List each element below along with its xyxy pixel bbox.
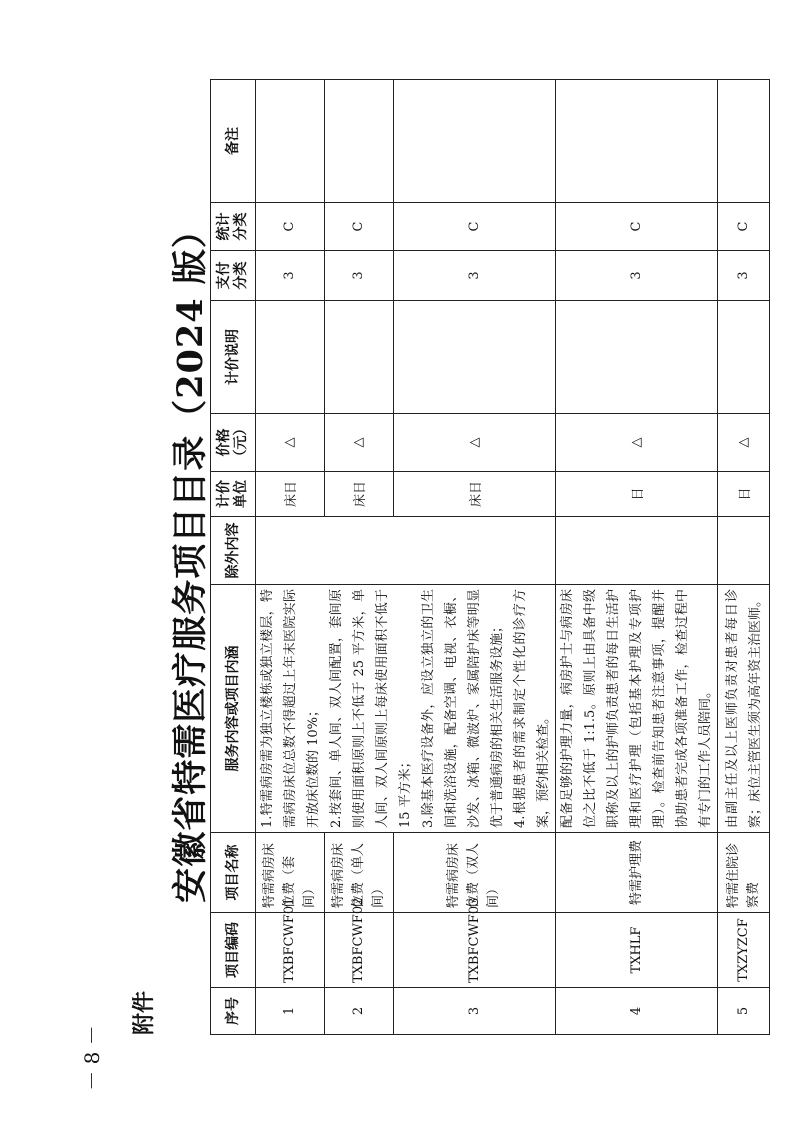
header-pricing-note: 计价说明: [211, 301, 256, 414]
cell-payment: 3: [393, 251, 555, 301]
cell-payment: 3: [556, 251, 718, 301]
cell-unit: 日: [718, 472, 770, 517]
cell-unit: 床日: [256, 472, 325, 517]
cell-price: △: [393, 414, 555, 472]
cell-payment: 3: [718, 251, 770, 301]
table-row: [718, 80, 770, 1035]
cell-code: TXBFCWF03: [393, 913, 555, 988]
cell-stat: C: [718, 203, 770, 251]
cell-price: △: [718, 414, 770, 472]
cell-remark: [256, 80, 325, 203]
cell-code: TXZYZCF: [718, 913, 770, 988]
cell-remark: [556, 80, 718, 203]
header-stat: 统计 分类: [211, 203, 256, 251]
cell-seq: 4: [556, 988, 718, 1035]
cell-name: 特需住院诊察费: [718, 833, 770, 913]
cell-payment: 3: [256, 251, 325, 301]
cell-code: TXBFCWF01: [256, 913, 325, 988]
cell-code: TXHLF: [556, 913, 718, 988]
cell-content: 配备足够的护理力量，病房护士与病房床位之比不低于 1:1.5。原则上由具备中级职称及以上的护师负责患者的每日生活护理和医疗护理（包括基本护理及专项护理）。检查前告知患者注意事项，提醒并协助患者完成各项准备工作，检查过程中有专门的工作人员陪同。: [556, 585, 718, 833]
cell-content: 由副主任及以上医师负责对患者每日诊察；床位主管医生须为高年资主治医师。: [718, 585, 770, 833]
cell-seq: 5: [718, 988, 770, 1035]
cell-name: 特需病房床位费（套间）: [256, 833, 325, 913]
cell-pricing-note: [256, 301, 325, 414]
attachment-label: 附件: [132, 990, 157, 1035]
page-number: － 8 －: [79, 1025, 104, 1091]
cell-seq: 3: [393, 988, 555, 1035]
header-seq: 序号: [211, 988, 256, 1035]
header-code: 项目编码: [211, 913, 256, 988]
header-price: 价格 （元）: [211, 414, 256, 472]
header-unit: 计价 单位: [211, 472, 256, 517]
service-items-table: [210, 79, 770, 1035]
cell-unit: 床日: [324, 472, 393, 517]
document-title: 安徽省特需医疗服务项目目录（2024 版）: [170, 212, 211, 903]
cell-exclusion: [256, 517, 556, 585]
cell-price: △: [556, 414, 718, 472]
cell-seq: 1: [256, 988, 325, 1035]
cell-remark: [718, 80, 770, 203]
cell-stat: C: [393, 203, 555, 251]
cell-stat: C: [256, 203, 325, 251]
header-name: 项目名称: [211, 833, 256, 913]
table-header-row: [211, 80, 256, 1035]
cell-pricing-note: [718, 301, 770, 414]
cell-name: 特需护理费: [556, 833, 718, 913]
header-content: 服务内容或项目内涵: [211, 585, 256, 833]
cell-exclusion: [718, 517, 770, 585]
cell-unit: 日: [556, 472, 718, 517]
cell-price: △: [324, 414, 393, 472]
rotated-page-content: [130, 80, 763, 1035]
cell-code: TXBFCWF02: [324, 913, 393, 988]
cell-pricing-note: [324, 301, 393, 414]
cell-pricing-note: [556, 301, 718, 414]
header-payment: 支付 分类: [211, 251, 256, 301]
cell-unit: 床日: [393, 472, 555, 517]
cell-name: 特需病房床位费（单人间）: [324, 833, 393, 913]
cell-stat: C: [324, 203, 393, 251]
cell-name: 特需病房床位费（双人间）: [393, 833, 555, 913]
cell-remark: [324, 80, 393, 203]
table-row: [256, 80, 325, 1035]
cell-content: 1.特需病房需为独立楼栋或独立楼层，特需病房床位总数不得超过上年末医院实际开放床位数的 10%； 2.按套间、单人间、双人间配置，套间原则使用面积原则上不低于 25 平方米，单人间、双人间原则上每床使用面积不低于 15 平方米； 3.除基本医疗设备外，应设立独立的卫生间和洗浴设施，配备空调、电视、衣橱、沙发、冰箱、微波炉、家属陪护床等明显优于普通病房的相关生活服务设施； 4.根据患者的需求制定个性化的诊疗方案，预约相关检查。: [256, 585, 556, 833]
cell-exclusion: [556, 517, 718, 585]
cell-price: △: [256, 414, 325, 472]
cell-payment: 3: [324, 251, 393, 301]
cell-remark: [393, 80, 555, 203]
header-remark: 备注: [211, 80, 256, 203]
cell-stat: C: [556, 203, 718, 251]
cell-pricing-note: [393, 301, 555, 414]
cell-seq: 2: [324, 988, 393, 1035]
header-exclusion: 除外内容: [211, 517, 256, 585]
table-row: [556, 80, 718, 1035]
